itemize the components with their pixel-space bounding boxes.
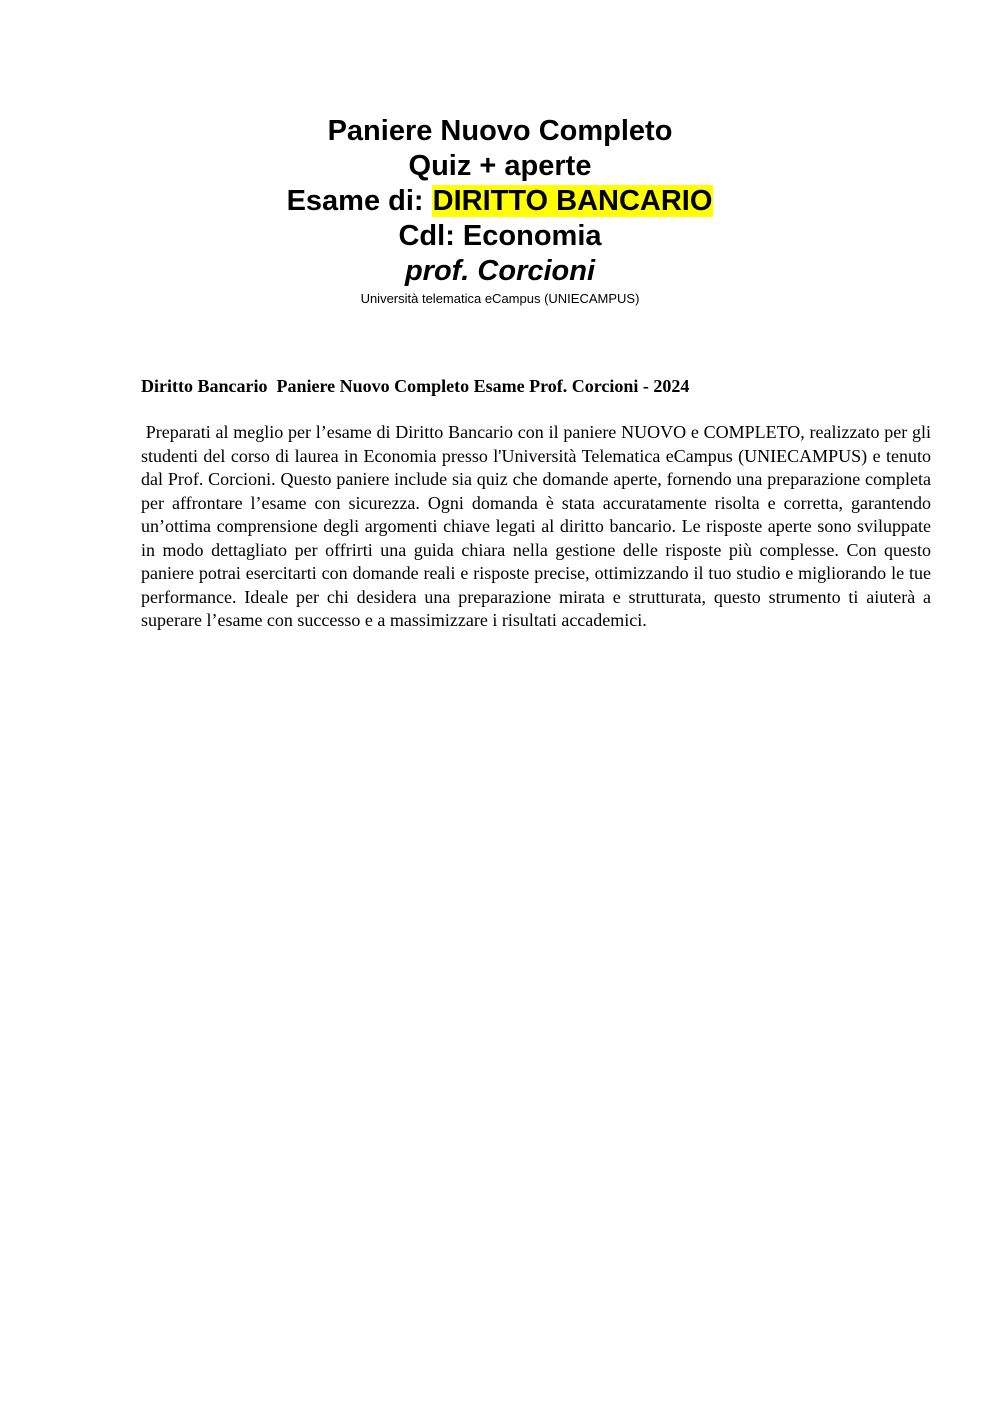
title-block xyxy=(0,114,1000,308)
title-line-3 xyxy=(0,184,1000,219)
professor-name: prof. Corcioni xyxy=(404,255,596,287)
exam-prefix: Esame di: xyxy=(286,185,432,217)
exam-name-highlight: DIRITTO BANCARIO xyxy=(432,185,713,217)
university-name: Università telematica eCampus (UNIECAMPUS) xyxy=(360,291,640,306)
title-line-1: Paniere Nuovo Completo xyxy=(327,115,673,147)
description-paragraph: Preparati al meglio per l’esame di Diritto Bancario con il paniere NUOVO e COMPLETO, realizzato per gli studenti del corso di laurea in Economia presso l'Università Telematica eCampus (UNIECAMPUS) e tenuto dal Prof. Corcioni. Questo paniere include sia quiz che domande aperte, fornendo una preparazione completa per affrontare l’esame con sicurezza. Ogni domanda è stata accuratamente risolta e corretta, garantendo un’ottima comprensione degli argomenti chiave legati al diritto bancario. Le risposte aperte sono sviluppate in modo dettagliato per offrirti una guida chiara nella gestione delle risposte più complesse. Con questo paniere potrai esercitarti con domande reali e risposte precise, ottimizzando il tuo studio e migliorando le tue performance. Ideale per chi desidera una preparazione mirata e strutturata, questo strumento ti aiuterà a superare l’esame con successo e a massimizzare i risultati accademici. xyxy=(141,422,936,630)
section-heading: Diritto Bancario Paniere Nuovo Completo Esame Prof. Corcioni - 2024 xyxy=(141,376,690,396)
title-line-2: Quiz + aperte xyxy=(408,150,592,182)
title-line-4: Cdl: Economia xyxy=(398,220,602,252)
